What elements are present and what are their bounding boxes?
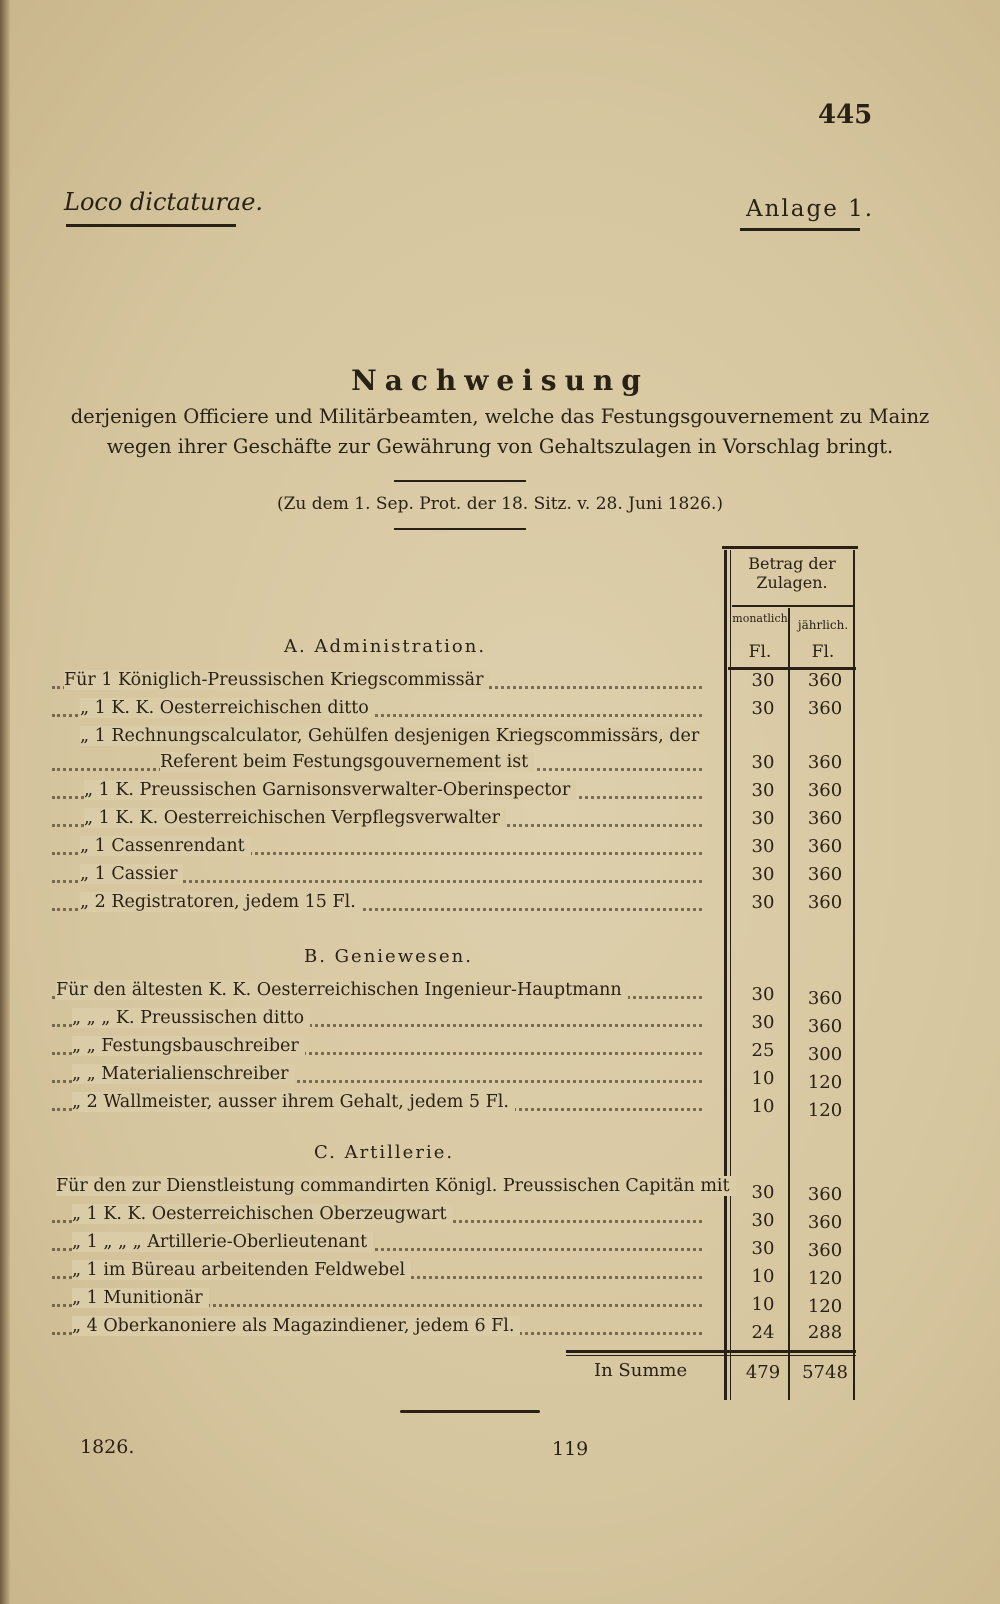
- right-caption: Anlage 1.: [746, 196, 875, 222]
- note-rule: [394, 528, 526, 530]
- table-row: „ 1 Cassier: [52, 864, 702, 892]
- monthly-value: 30: [751, 984, 775, 1005]
- group-header-rule: [732, 605, 854, 607]
- table-row: Für den zur Dienstleistung commandirten Königl. Preussischen Capitän mit: [52, 1176, 702, 1204]
- yearly-unit: Fl.: [811, 642, 835, 662]
- yearly-value: 360: [807, 752, 843, 773]
- monthly-value: 30: [751, 670, 775, 691]
- protocol-note: (Zu dem 1. Sep. Prot. der 18. Sitz. v. 28. Juni 1826.): [276, 494, 723, 514]
- yearly-value: 360: [807, 864, 843, 885]
- yearly-value: 360: [807, 892, 843, 913]
- yearly-value: 360: [807, 698, 843, 719]
- column-group-header: Betrag der Zulagen.: [748, 554, 836, 592]
- table-row: „ 2 Registratoren, jedem 15 Fl.: [52, 892, 702, 920]
- monthly-value: 30: [751, 1182, 775, 1203]
- monthly-value: 10: [751, 1294, 775, 1315]
- monthly-value: 30: [751, 808, 775, 829]
- yearly-total: 5748: [802, 1362, 848, 1383]
- yearly-value: 360: [807, 1240, 843, 1261]
- table-row: „ 1 K. Preussischen Garnisonsverwalter-Oberinspector: [52, 780, 702, 808]
- table-row: Für 1 Königlich-Preussischen Kriegscommissär: [52, 670, 702, 698]
- section-c-heading: C. Artillerie.: [314, 1142, 455, 1163]
- monthly-header: monatlich: [732, 612, 788, 625]
- yearly-header: jährlich.: [797, 618, 849, 632]
- monthly-value: 30: [751, 780, 775, 801]
- table-row: „ „ Materialienschreiber: [52, 1064, 702, 1092]
- table-top-rule: [722, 546, 858, 549]
- table-row: „ 1 K. K. Oesterreichischen Oberzeugwart: [52, 1204, 702, 1232]
- yearly-value: 360: [807, 1016, 843, 1037]
- table-row: „ 4 Oberkanoniere als Magazindiener, jedem 6 Fl.: [52, 1316, 702, 1344]
- monthly-value: 10: [751, 1068, 775, 1089]
- table-row: Für den ältesten K. K. Oesterreichischen Ingenieur-Hauptmann: [52, 980, 702, 1008]
- sheet-number: 119: [552, 1438, 589, 1460]
- yearly-value: 120: [807, 1100, 843, 1121]
- left-caption: Loco dictaturae.: [64, 188, 264, 216]
- monthly-value: 10: [751, 1096, 775, 1117]
- yearly-value: 300: [807, 1044, 843, 1065]
- monthly-value: 24: [751, 1322, 775, 1343]
- table-row: „ 1 Cassenrendant: [52, 836, 702, 864]
- table-row: „ 1 im Büreau arbeitenden Feldwebel: [52, 1260, 702, 1288]
- total-label: In Summe: [594, 1360, 688, 1381]
- yearly-value: 360: [807, 780, 843, 801]
- table-row: „ „ „ K. Preussischen ditto: [52, 1008, 702, 1036]
- table-row: „ 1 K. K. Oesterreichischen ditto: [52, 698, 702, 726]
- table-row: „ 1 Munitionär: [52, 1288, 702, 1316]
- section-b-heading: B. Geniewesen.: [304, 946, 473, 967]
- book-spine-shadow: [0, 0, 10, 1604]
- document-title: Nachweisung: [351, 364, 649, 397]
- monthly-value: 25: [751, 1040, 775, 1061]
- yearly-value: 120: [807, 1268, 843, 1289]
- monthly-value: 30: [751, 864, 775, 885]
- table-left-border-inner: [730, 550, 731, 1400]
- monthly-value: 30: [751, 698, 775, 719]
- yearly-value: 360: [807, 1184, 843, 1205]
- yearly-value: 360: [807, 1212, 843, 1233]
- yearly-value: 360: [807, 670, 843, 691]
- monthly-value: 30: [751, 1012, 775, 1033]
- table-row-continuation: Referent beim Festungsgouvernement ist: [52, 752, 702, 780]
- monthly-value: 30: [751, 1238, 775, 1259]
- yearly-value: 360: [807, 836, 843, 857]
- monthly-value: 30: [751, 892, 775, 913]
- table-row: „ 1 Rechnungscalculator, Gehülfen desjenigen Kriegscommissärs, der: [52, 726, 702, 754]
- monthly-unit: Fl.: [748, 642, 772, 662]
- table-row: „ 2 Wallmeister, ausser ihrem Gehalt, jedem 5 Fl.: [52, 1092, 702, 1120]
- table-left-border: [724, 550, 727, 1400]
- title-rule: [394, 480, 526, 482]
- title-line-2: wegen ihrer Geschäfte zur Gewährung von Gehaltszulagen in Vorschlag bringt.: [106, 435, 894, 458]
- yearly-value: 120: [807, 1296, 843, 1317]
- table-row: „ „ Festungsbauschreiber: [52, 1036, 702, 1064]
- end-rule: [400, 1410, 540, 1413]
- monthly-value: 10: [751, 1266, 775, 1287]
- yearly-value: 120: [807, 1072, 843, 1093]
- section-a-heading: A. Administration.: [284, 636, 487, 657]
- title-line-1: derjenigen Officiere und Militärbeamten, welche das Festungsgouvernement zu Mainz: [70, 405, 930, 428]
- monthly-total: 479: [745, 1362, 781, 1383]
- monthly-value: 30: [751, 836, 775, 857]
- table-row: „ 1 „ „ „ Artillerie-Oberlieutenant: [52, 1232, 702, 1260]
- total-rule-thin: [566, 1355, 856, 1356]
- monthly-value: 30: [751, 1210, 775, 1231]
- page-number: 445: [818, 100, 873, 130]
- anlage-underline: [740, 228, 860, 231]
- yearly-value: 360: [807, 988, 843, 1009]
- footer-year: 1826.: [80, 1436, 135, 1458]
- table-row: „ 1 K. K. Oesterreichischen Verpflegsverwalter: [52, 808, 702, 836]
- monthly-value: 30: [751, 752, 775, 773]
- total-rule: [566, 1350, 856, 1353]
- caption-underline: [66, 224, 236, 227]
- yearly-value: 288: [807, 1322, 843, 1343]
- yearly-value: 360: [807, 808, 843, 829]
